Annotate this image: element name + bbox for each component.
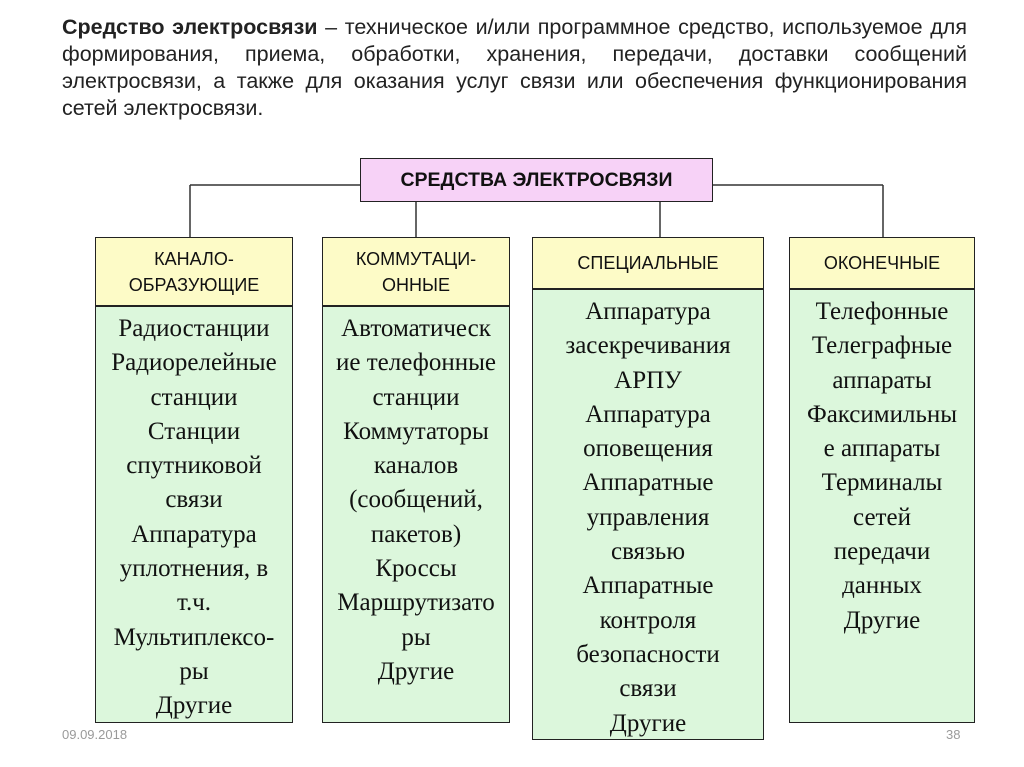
category-list-okonechnye	[789, 289, 975, 723]
list-item: Аппаратные	[582, 469, 714, 497]
list-item: (сообщений,	[349, 486, 483, 514]
page-number: 38	[946, 727, 961, 742]
category-header-kanaloobrazuyushchie	[95, 237, 293, 306]
list-item: Мультиплексо-	[113, 623, 275, 651]
definition-term: Средство электросвязи	[62, 15, 318, 39]
list-item: Другие	[609, 709, 687, 737]
header-line: КОММУТАЦИ-	[355, 248, 477, 269]
header-line: КАНАЛО-	[154, 248, 234, 269]
list-item: Телефонные	[815, 298, 949, 325]
list-item: аппараты	[832, 366, 932, 394]
list-item: передачи	[833, 538, 931, 566]
list-item: Аппаратура	[585, 400, 711, 428]
header-line: СПЕЦИАЛЬНЫЕ	[577, 253, 719, 273]
list-item: АРПУ	[614, 366, 682, 394]
list-item: Аппаратные	[582, 572, 714, 600]
list-item: станции	[150, 383, 238, 411]
list-item: е аппараты	[823, 435, 941, 463]
list-item: Маршрутизато	[337, 589, 495, 617]
root-node: СРЕДСТВА ЭЛЕКТРОСВЯЗИ	[360, 158, 713, 202]
list-item: каналов	[373, 452, 459, 480]
category-list-spetsialnye	[532, 289, 764, 740]
list-item: ры	[179, 657, 209, 685]
list-item: спутниковой	[126, 452, 262, 480]
list-item: Автоматическ	[341, 315, 491, 342]
list-item: Аппаратура	[585, 298, 711, 325]
list-item: Радиорелейные	[111, 349, 277, 377]
list-item: Другие	[843, 606, 921, 634]
list-item: засекречивания	[565, 332, 731, 360]
list-item: оповещения	[583, 435, 713, 463]
list-item: Радиостанции	[118, 315, 270, 342]
list-item: пакетов)	[370, 520, 462, 548]
category-header-okonechnye	[789, 237, 975, 289]
category-list-kanaloobrazuyushchie	[95, 306, 293, 723]
list-item: Другие	[155, 692, 233, 720]
list-item: Станции	[147, 417, 241, 445]
list-item: безопасности	[576, 640, 720, 668]
list-item: Кроссы	[375, 555, 457, 583]
list-item: контроля	[599, 606, 697, 634]
list-item: сетей	[853, 503, 911, 531]
list-item: ие телефонные	[336, 349, 496, 377]
list-item: данных	[842, 572, 922, 600]
list-item: связью	[610, 538, 686, 566]
list-item: управления	[586, 503, 710, 531]
list-item: ры	[401, 623, 431, 651]
footer-date: 09.09.2018	[62, 727, 128, 742]
list-item: Коммутаторы	[343, 417, 489, 445]
header-line: ОННЫЕ	[382, 274, 450, 295]
category-list-kommutatsionnye	[322, 306, 510, 723]
category-header-spetsialnye	[532, 237, 764, 289]
list-item: связи	[619, 675, 677, 703]
list-item: Терминалы	[821, 469, 943, 497]
list-item: Аппаратура	[131, 520, 257, 548]
header-line: ОКОНЕЧНЫЕ	[823, 253, 941, 273]
list-item: связи	[165, 486, 223, 514]
definition-text: – техническое и/или программное средство, используемое для формирования, приема, обработки, хранения, передачи, доставки сообщений электросвязи, а также для оказания услуг связи или обеспечения функционирования сетей электросвязи.	[62, 15, 967, 120]
list-item: станции	[372, 383, 460, 411]
list-item: т.ч.	[176, 589, 212, 617]
list-item: Факсимильны	[806, 400, 958, 428]
category-header-kommutatsionnye	[322, 237, 510, 306]
header-line: ОБРАЗУЮЩИЕ	[128, 274, 260, 295]
list-item: Другие	[377, 657, 455, 685]
list-item: Телеграфные	[811, 332, 953, 360]
list-item: уплотнения, в	[119, 555, 269, 583]
